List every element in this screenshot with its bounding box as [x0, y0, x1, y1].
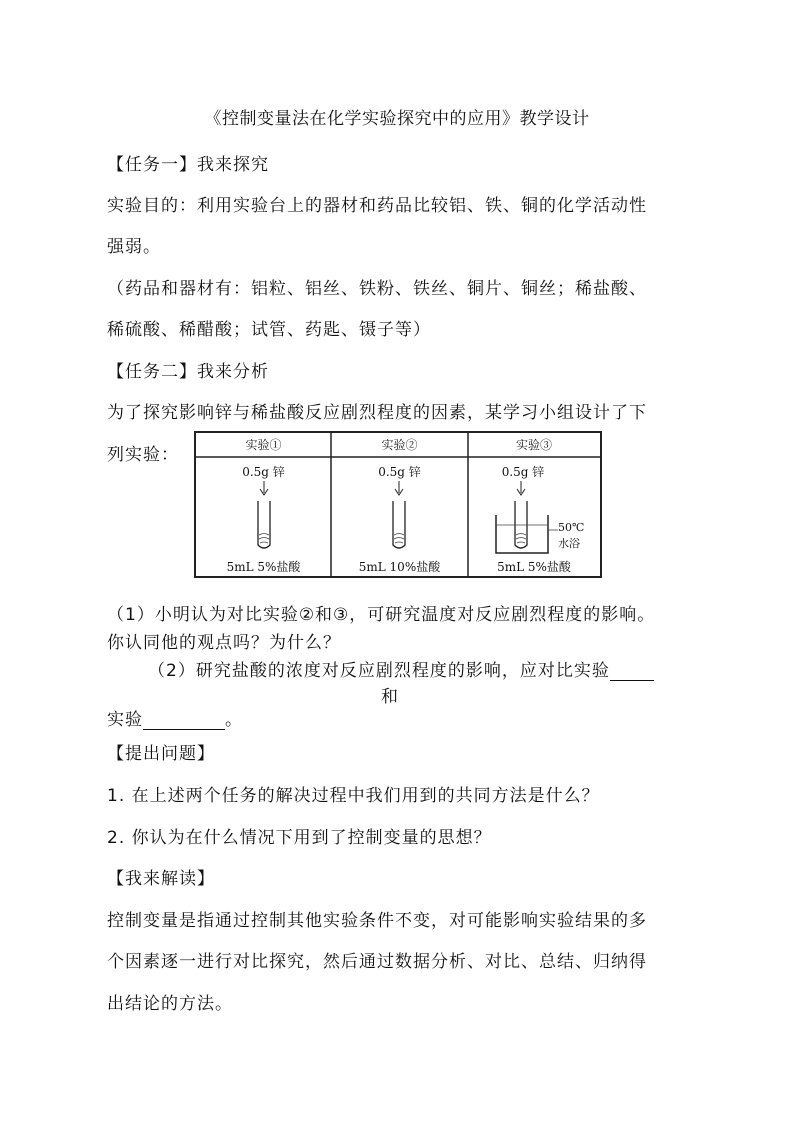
- experiment-2-apparatus: [393, 481, 405, 548]
- task1-purpose-line1: 实验目的：利用实验台上的器材和药品比较铝、铁、铜的化学活动性: [107, 196, 647, 216]
- experiment-3-header: 实验③: [515, 438, 552, 452]
- task1-purpose-line2: 强弱。: [107, 237, 161, 257]
- task2-heading: 【任务二】我来分析: [107, 362, 269, 382]
- explain-heading: 【我来解读】: [107, 869, 215, 889]
- question2-line1: [148, 656, 688, 681]
- experiment-3-solution: 5mL 5%盐酸: [497, 560, 571, 574]
- experiment-3-apparatus: [496, 481, 558, 553]
- question1-line1: （1）小明认为对比实验②和③，可研究温度对反应剧烈程度的影响。: [107, 605, 656, 625]
- question2-suffix: 。: [225, 710, 243, 730]
- question2-prefix: 实验: [107, 710, 143, 730]
- question2-text: （2）研究盐酸的浓度对反应剧烈程度的影响，应对比实验: [148, 661, 610, 681]
- test-tube: [393, 501, 405, 548]
- question-item-1: 1. 在上述两个任务的解决过程中我们用到的共同方法是什么？: [107, 786, 600, 806]
- task1-heading: 【任务一】我来探究: [107, 155, 269, 175]
- test-tube: [258, 501, 270, 548]
- experiment-1-header: 实验①: [245, 438, 282, 452]
- question2-and: 和: [381, 687, 399, 707]
- experiment-1-reagent: 0.5g 锌: [242, 465, 285, 479]
- experiment-1-solution: 5mL 5%盐酸: [226, 560, 301, 574]
- experiment-2-solution: 5mL 10%盐酸: [358, 560, 441, 574]
- explain-line2: 个因素逐一进行对比探究，然后通过数据分析、对比、总结、归纳得: [107, 952, 647, 972]
- task2-intro-line2: 列实验：: [107, 445, 179, 465]
- question2-line3: [107, 705, 697, 730]
- experiment-2-reagent: 0.5g 锌: [378, 465, 421, 479]
- answer-blank-2[interactable]: [143, 711, 225, 730]
- task1-materials-line2: 稀硫酸、稀醋酸；试管、药匙、镊子等）: [107, 320, 431, 340]
- task2-intro-line1: 为了探究影响锌与稀盐酸反应剧烈程度的因素，某学习小组设计了下: [107, 403, 647, 423]
- water-bath-label: 水浴: [558, 537, 580, 550]
- questions-heading: 【提出问题】: [107, 744, 215, 764]
- experiment-3-reagent: 0.5g 锌: [501, 465, 545, 479]
- liquid: [516, 534, 526, 544]
- answer-blank-1[interactable]: [610, 662, 654, 681]
- explain-line1: 控制变量是指通过控制其他实验条件不变，对可能影响实验结果的多: [107, 911, 647, 931]
- experiment-figure: [194, 431, 602, 578]
- question-item-2: 2. 你认为在什么情况下用到了控制变量的思想？: [107, 828, 492, 848]
- liquid: [259, 534, 269, 544]
- experiment-drawing: [196, 433, 600, 576]
- experiment-1-apparatus: [258, 481, 270, 548]
- test-tube: [515, 501, 527, 548]
- question1-line2: 你认同他的观点吗？为什么？: [107, 633, 341, 653]
- liquid: [394, 534, 404, 544]
- explain-line3: 出结论的方法。: [107, 994, 233, 1014]
- document-title: 《控制变量法在化学实验探究中的应用》教学设计: [204, 109, 590, 129]
- experiment-2-header: 实验②: [381, 438, 418, 452]
- water-bath-temperature: 50℃: [558, 521, 585, 534]
- task1-materials-line1: （药品和器材有：铝粒、铝丝、铁粉、铁丝、铜片、铜丝；稀盐酸、: [107, 279, 647, 299]
